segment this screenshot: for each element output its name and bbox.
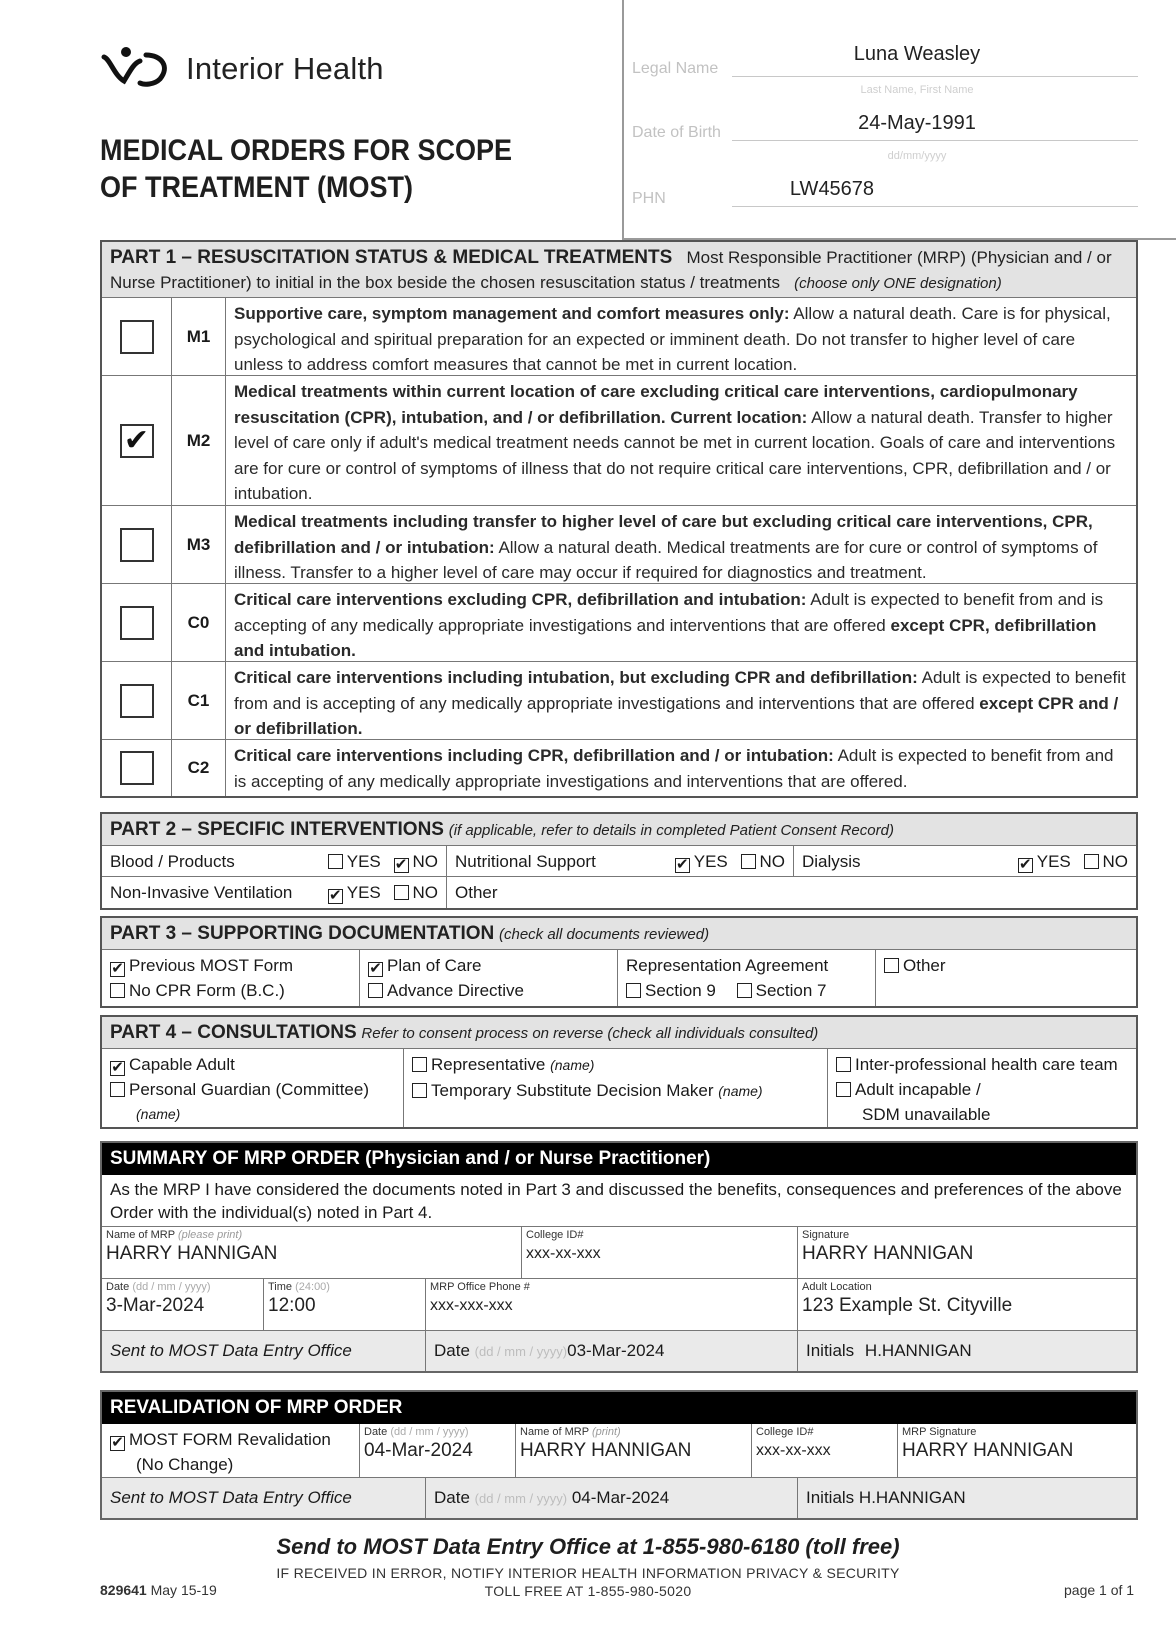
sent-date-value: 03-Mar-2024 [567,1341,665,1360]
part1-option-m3 [102,506,1136,584]
revalidation-label: MOST FORM Revalidation [129,1430,331,1449]
part2-header [102,814,1136,846]
interior-health-logo [100,44,400,94]
part1-option-code: C0 [172,584,226,661]
part1-option-m2-checkbox[interactable]: ✔ [120,424,154,458]
part1-option-code: C1 [172,662,226,739]
order-date-field[interactable]: Date (dd / mm / yyyy) 3-Mar-2024 [102,1279,264,1330]
part1-option-c0 [102,584,1136,662]
sent-initials-field[interactable]: Initials H.HANNIGAN [806,1341,972,1360]
summary-statement: As the MRP I have considered the documents noted in Part 3 and discussed the benefits, consequences and preferences of the above Order with the individual(s) noted in Part 4. [110,1180,1122,1222]
adult-incapable-label: Adult incapable / [855,1080,981,1099]
reval-initials-value: H.HANNIGAN [858,1488,966,1507]
part1-option-description: Medical treatments including transfer to higher level of care but excluding critical care interventions, CPR, defibrillation and / or intubation: Allow a natural death. Medical treatments are for cure or control of symptoms of illness. Transfer to a higher level of care may occur if required for diagnostics and treatment. [234,512,1098,582]
legal-name-hint: Last Name, First Name [860,84,974,96]
section7-label: Section 7 [755,981,827,1000]
part1-option-description: Supportive care, symptom management and comfort measures only: Allow a natural death. Care is for physical, psychological and spiritual preparation for an expected or imminent death. Do not transfer to higher level of care unless to address comfort measures that cannot be met in current location. [234,304,1111,374]
no-cpr-checkbox[interactable] [110,983,125,998]
signature-value: HARRY HANNIGAN [802,1243,974,1264]
legal-name-value[interactable]: Luna Weasley [853,43,981,65]
revalidation-section [100,1390,1138,1520]
phn-value[interactable]: LW45678 [789,178,875,200]
part1-option-description: Critical care interventions excluding CPR, defibrillation and intubation: Adult is expected to benefit from and is accepting of any medically appropriate investigations and interventions that are offered except CPR, defibrillation and intubation. [234,590,1104,660]
reval-college-id-field[interactable]: College ID# xxx-xx-xxx [752,1424,898,1477]
phn-label: PHN [632,190,666,207]
office-phone-value: xxx-xxx-xxx [430,1297,513,1314]
part1-option-code: M1 [172,298,226,375]
part1-option-c0-checkbox[interactable] [120,606,154,640]
section9-checkbox[interactable] [626,983,641,998]
part1-option-c2-checkbox[interactable] [120,751,154,785]
college-id-field[interactable]: College ID# xxx-xx-xxx [522,1227,798,1278]
adult-incapable-checkbox[interactable] [836,1082,851,1097]
part1-option-m1 [102,298,1136,376]
part2-note: (if applicable, refer to details in completed Patient Consent Record) [448,822,894,839]
reval-signature-value: HARRY HANNIGAN [902,1440,1074,1461]
part4-title: PART 4 – CONSULTATIONS [110,1022,357,1043]
other-doc-label: Other [903,956,946,975]
personal-guardian-label: Personal Guardian (Committee) [129,1080,369,1099]
form-title: MEDICAL ORDERS FOR SCOPE OF TREATMENT (MOST) [100,134,513,204]
niv-label: Non-Invasive Ventilation [110,883,293,902]
plan-of-care-checkbox[interactable]: ✔ [369,960,382,977]
section7-checkbox[interactable] [737,983,752,998]
dob-label: Date of Birth [632,124,721,141]
send-to-office-notice: Send to MOST Data Entry Office at 1-855-980-6180 (toll free) [276,1534,900,1559]
revalidation-title: REVALIDATION OF MRP ORDER [102,1392,1136,1424]
reval-date-value: 04-Mar-2024 [364,1440,473,1461]
part1-header [102,242,1136,298]
blood-no-checkbox[interactable]: ✔ [394,856,408,873]
error-notice: IF RECEIVED IN ERROR, NOTIFY INTERIOR HEALTH INFORMATION PRIVACY & SECURITY TOLL FREE AT 1-855-980-5020 [276,1565,900,1599]
legal-name-label: Legal Name [632,60,719,77]
previous-most-checkbox[interactable]: ✔ [111,960,124,977]
org-name: Interior Health [186,51,384,86]
reval-mrp-name-value: HARRY HANNIGAN [520,1440,692,1461]
ipt-checkbox[interactable] [836,1057,851,1072]
patient-id-box [622,0,1176,240]
part1-option-code: M2 [172,376,226,505]
signature-field[interactable]: Signature HARRY HANNIGAN [798,1227,1136,1278]
reval-sent-to-office-label: Sent to MOST Data Entry Office [102,1478,426,1518]
tsdm-checkbox[interactable] [412,1083,427,1098]
adult-location-field[interactable]: Adult Location 123 Example St. Cityville [798,1279,1136,1330]
part1-option-c1-checkbox[interactable] [120,684,154,718]
advance-directive-checkbox[interactable] [368,983,383,998]
part3-header [102,918,1136,950]
dialysis-row: Dialysis ✔ YES NO [794,846,1136,876]
personal-guardian-name-hint: (name) [136,1106,181,1122]
section9-label: Section 9 [645,981,716,1000]
summary-title: SUMMARY OF MRP ORDER (Physician and / or Nurse Practitioner) [102,1143,1136,1175]
mrp-name-value: HARRY HANNIGAN [106,1243,278,1264]
order-time-field[interactable]: Time (24:00) 12:00 [264,1279,426,1330]
blood-products-row: Blood / Products YES ✔ NO [102,846,447,876]
reval-initials-field[interactable]: Initials H.HANNIGAN [806,1488,966,1507]
reval-sent-date-field[interactable]: Date (dd / mm / yyyy) 04-Mar-2024 [426,1478,798,1518]
part1-option-c2 [102,740,1136,796]
part1-option-code: C2 [172,740,226,796]
part2-title: PART 2 – SPECIFIC INTERVENTIONS [110,819,444,840]
personal-guardian-checkbox[interactable] [110,1082,125,1097]
other-doc-checkbox[interactable] [884,958,899,973]
part1-note: (choose only ONE designation) [794,275,1002,292]
nutrition-yes-checkbox[interactable]: ✔ [675,856,689,873]
dob-hint: dd/mm/yyyy [887,150,947,162]
office-phone-field[interactable]: MRP Office Phone # xxx-xxx-xxx [426,1279,798,1330]
adult-location-value: 123 Example St. Cityville [802,1295,1013,1316]
other-intervention-field[interactable] [447,877,1136,908]
representative-checkbox[interactable] [412,1057,427,1072]
reval-date-field[interactable]: Date (dd / mm / yyyy) 04-Mar-2024 [360,1424,516,1477]
nutrition-no-checkbox[interactable] [741,854,756,869]
ipt-label: Inter-professional health care team [855,1055,1118,1074]
interior-health-logo-icon [100,45,180,93]
part4-header [102,1017,1136,1049]
other-intervention-label: Other [455,883,498,902]
part3-title: PART 3 – SUPPORTING DOCUMENTATION [110,923,495,944]
representative-name-hint: (name) [550,1057,595,1073]
plan-of-care-label: Plan of Care [387,956,482,975]
part4-section [100,1015,1138,1129]
sent-initials-value: H.HANNIGAN [864,1341,972,1360]
previous-most-label: Previous MOST Form [129,956,294,975]
nutritional-support-label: Nutritional Support [455,852,596,871]
representative-label: Representative [431,1055,546,1074]
part4-note: Refer to consent process on reverse (check all individuals consulted) [361,1025,819,1042]
order-time-value: 12:00 [268,1295,316,1316]
page-number: page 1 of 1 [1064,1582,1135,1598]
capable-adult-label: Capable Adult [129,1055,235,1074]
sent-to-office-label: Sent to MOST Data Entry Office [102,1331,426,1371]
revalidation-checkbox[interactable]: ✔ [111,1434,124,1451]
part1-option-m3-checkbox[interactable] [120,528,154,562]
form-code: 829641 May 15-19 [100,1582,217,1598]
part3-note: (check all documents reviewed) [498,926,710,943]
college-id-value: xxx-xx-xxx [526,1245,601,1262]
reval-mrp-name-field[interactable]: Name of MRP (print) HARRY HANNIGAN [516,1424,752,1477]
part3-section [100,916,1138,1008]
part1-option-description: Critical care interventions including intubation, but excluding CPR and defibrillation: Adult is expected to benefit from and is accepting of any medically appropriate investigations and interventions that are offered except CPR and / or defibrillation. [234,668,1126,738]
sdm-unavailable-label: SDM unavailable [862,1105,991,1124]
tsdm-name-hint: (name) [718,1083,763,1099]
blood-yes-checkbox[interactable] [328,854,343,869]
no-cpr-label: No CPR Form (B.C.) [129,981,285,1000]
order-date-value: 3-Mar-2024 [106,1295,205,1316]
part1-intro: Most Responsible Practitioner (MRP) (Physician and / or Nurse Practitioner) to initial in the box beside the chosen resuscitation status / treatments [110,248,1112,292]
advance-directive-label: Advance Directive [387,981,525,1000]
niv-no-checkbox[interactable] [394,885,409,900]
part1-option-description: Critical care interventions including CPR, defibrillation and / or intubation: Adult is expected to benefit from and is accepting of any medically appropriate investigations and interventions that are offered. [234,746,1114,791]
part1-option-m1-checkbox[interactable] [120,320,154,354]
representation-agreement-label: Representation Agreement [626,956,829,975]
revalidation-sub-label: (No Change) [136,1455,234,1474]
dialysis-yes-checkbox[interactable]: ✔ [1018,856,1032,873]
part1-option-m2 [102,376,1136,506]
nutritional-support-row: Nutritional Support ✔ YES NO [447,846,794,876]
part1-option-description: Medical treatments within current location of care excluding critical care interventions, cardiopulmonary resuscitation (CPR), intubation, and / or defibrillation. Current location: Allow a natural death. Transfer to higher level of care only if adult's medical treatment needs cannot be met in current location. Goals of care and interventions are for cure or control of symptoms of illness that do not require critical care interventions, CPR, defibrillation and / or intubation. [234,382,1116,503]
capable-adult-checkbox[interactable]: ✔ [111,1059,124,1076]
mrp-name-field[interactable]: Name of MRP (please print) HARRY HANNIGAN [102,1227,522,1278]
tsdm-label: Temporary Substitute Decision Maker [431,1081,714,1100]
sent-date-field[interactable]: Date (dd / mm / yyyy)03-Mar-2024 [426,1331,798,1371]
reval-signature-field[interactable]: MRP Signature HARRY HANNIGAN [898,1424,1136,1477]
part1-title: PART 1 – RESUSCITATION STATUS & MEDICAL TREATMENTS [110,247,673,268]
niv-yes-checkbox[interactable]: ✔ [328,887,342,904]
dialysis-label: Dialysis [802,852,861,871]
reval-college-id-value: xxx-xx-xxx [756,1442,831,1459]
part2-section [100,812,1138,910]
reval-sent-date-value: 04-Mar-2024 [571,1488,670,1507]
summary-section [100,1141,1138,1373]
part1-option-c1 [102,662,1136,740]
dob-value[interactable]: 24-May-1991 [858,112,976,134]
niv-row: Non-Invasive Ventilation ✔ YES NO [102,877,447,908]
blood-products-label: Blood / Products [110,852,235,871]
dialysis-no-checkbox[interactable] [1084,854,1099,869]
part1-option-code: M3 [172,506,226,583]
part1-section [100,240,1138,798]
